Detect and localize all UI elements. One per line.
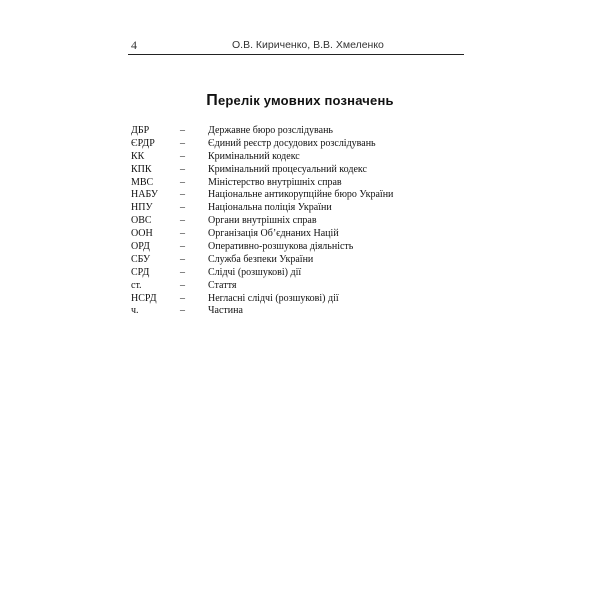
abbreviation-meaning: Органи внутрішніх справ: [208, 215, 317, 227]
dash: –: [180, 215, 185, 227]
abbreviation: ОВС: [131, 215, 152, 227]
list-item: [131, 293, 471, 306]
abbreviation: НСРД: [131, 292, 157, 304]
abbreviation: НАБУ: [131, 189, 158, 201]
list-item: [131, 189, 471, 202]
abbreviation: МВС: [131, 176, 154, 188]
list-item: [131, 215, 471, 228]
abbreviation-meaning: Міністерство внутрішніх справ: [208, 176, 342, 188]
list-item: [131, 241, 471, 254]
abbreviation-list: [131, 125, 471, 318]
list-item: [131, 151, 471, 164]
abbreviation: ч.: [131, 305, 139, 317]
list-item: [131, 125, 471, 138]
abbreviation: КПК: [131, 163, 152, 175]
list-item: [131, 138, 471, 151]
abbreviation-meaning: Кримінальний кодекс: [208, 150, 300, 162]
running-head: О.В. Кириченко, В.В. Хмеленко: [232, 39, 384, 51]
dash: –: [180, 253, 185, 265]
title-first-letter: П: [206, 92, 218, 109]
list-item: [131, 202, 471, 215]
abbreviation-meaning: Національне антикорупційне бюро України: [208, 189, 394, 201]
abbreviation: ст.: [131, 279, 142, 291]
dash: –: [180, 189, 185, 201]
abbreviation-meaning: Оперативно-розшукова діяльність: [208, 241, 354, 253]
dash: –: [180, 266, 185, 278]
dash: –: [180, 176, 185, 188]
abbreviation-meaning: Єдиний реєстр досудових розслідувань: [208, 137, 376, 149]
list-item: [131, 280, 471, 293]
list-item: [131, 267, 471, 280]
abbreviation: ЄРДР: [131, 137, 155, 149]
dash: –: [180, 150, 185, 162]
abbreviation-meaning: Служба безпеки України: [208, 253, 314, 265]
dash: –: [180, 125, 185, 136]
abbreviation: НПУ: [131, 202, 153, 214]
dash: –: [180, 305, 185, 317]
abbreviation-meaning: Організація Об’єднаних Націй: [208, 228, 339, 240]
dash: –: [180, 163, 185, 175]
list-item: [131, 228, 471, 241]
abbreviation-meaning: Частина: [208, 305, 243, 317]
abbreviation-meaning: Стаття: [208, 279, 237, 291]
abbreviation: ОРД: [131, 241, 150, 253]
list-item: [131, 254, 471, 267]
list-item: [131, 177, 471, 190]
page-number: 4: [131, 38, 137, 52]
list-item: [131, 305, 471, 318]
abbreviation: СРД: [131, 266, 150, 278]
abbreviation-meaning: Негласні слідчі (розшукові) дії: [208, 292, 339, 304]
abbreviation: ДБР: [131, 125, 150, 136]
abbreviation: КК: [131, 150, 145, 162]
abbreviation-meaning: Слідчі (розшукові) дії: [208, 266, 302, 278]
abbreviation-meaning: Кримінальний процесуальний кодекс: [208, 163, 367, 175]
dash: –: [180, 279, 185, 291]
page-title: [0, 92, 600, 110]
page-header: [128, 38, 464, 55]
dash: –: [180, 137, 185, 149]
abbreviation-meaning: Державне бюро розслідувань: [208, 125, 333, 136]
title-rest: ерелік умовних позначень: [217, 93, 394, 108]
dash: –: [180, 241, 185, 253]
list-item: [131, 164, 471, 177]
abbreviation: СБУ: [131, 253, 151, 265]
dash: –: [180, 228, 185, 240]
dash: –: [180, 292, 185, 304]
abbreviation-meaning: Національна поліція України: [208, 202, 332, 214]
dash: –: [180, 202, 185, 214]
abbreviation: ООН: [131, 228, 153, 240]
